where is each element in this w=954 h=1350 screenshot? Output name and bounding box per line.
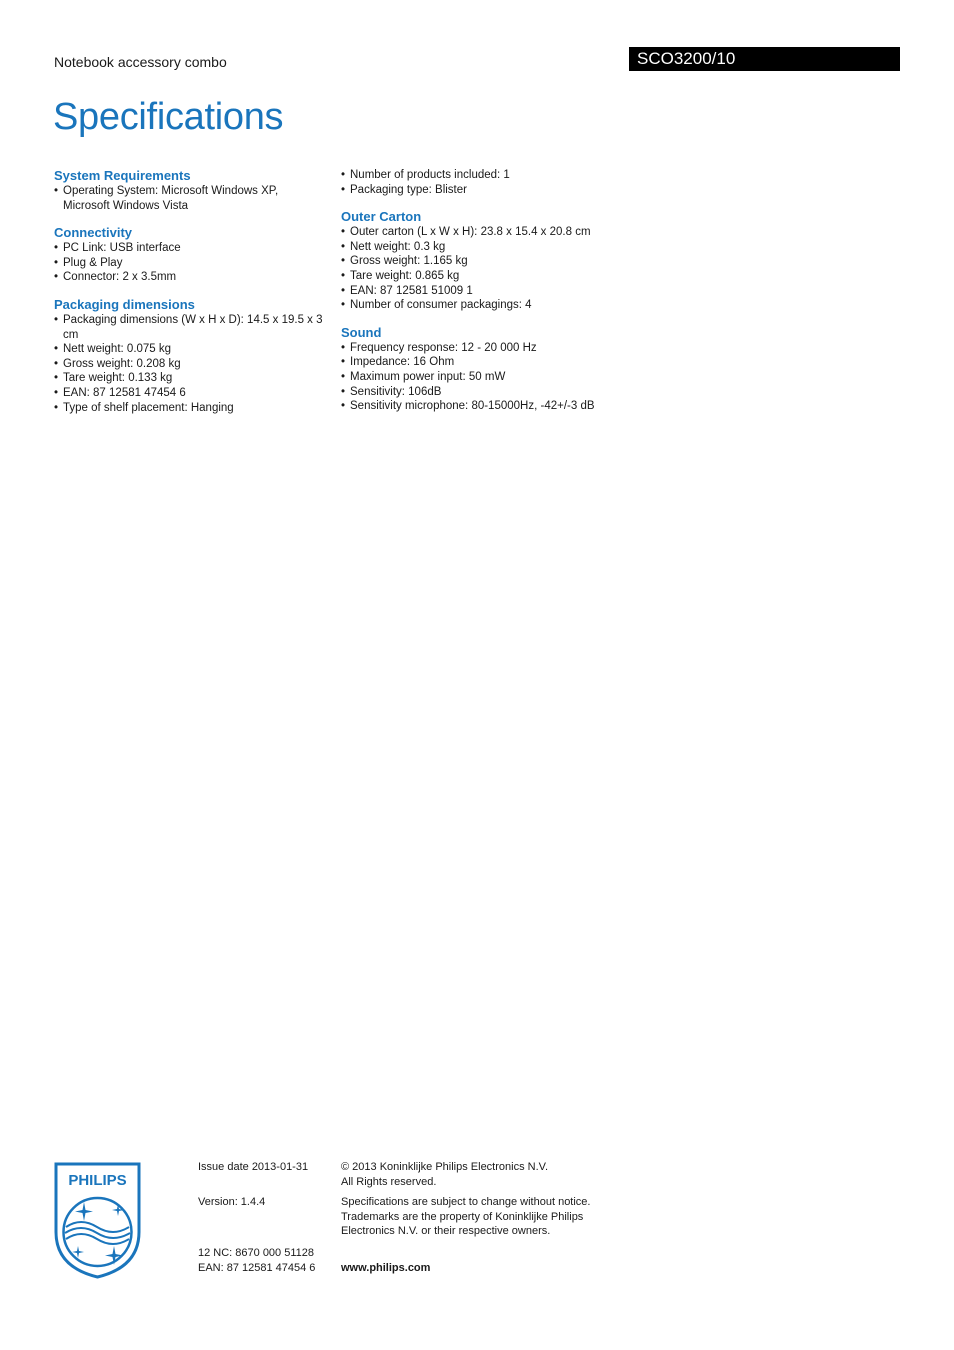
spec-notice: Specifications are subject to change without notice. Trademarks are the property of Koninklijke Philips Electronics N.V. or their respective owners.: [341, 1196, 591, 1237]
section-system-requirements: [54, 168, 324, 213]
spec-item: • PC Link: USB interface: [54, 241, 324, 256]
section-packaging-dimensions: [54, 297, 324, 415]
section-heading: Outer Carton: [341, 209, 422, 225]
spec-item: • Maximum power input: 50 mW: [341, 370, 641, 385]
section-packaging-continued: [341, 168, 641, 197]
spec-item: • Packaging type: Blister: [341, 183, 641, 198]
specs-left-column: [54, 168, 324, 427]
section-heading: Connectivity: [54, 225, 133, 241]
spec-item: • Nett weight: 0.3 kg: [341, 240, 641, 255]
section-sound: [341, 325, 641, 414]
product-name: Notebook accessory combo: [54, 54, 227, 70]
version: Version: 1.4.4: [198, 1196, 266, 1208]
copyright: [341, 1160, 548, 1189]
section-heading: Sound: [341, 324, 382, 340]
rights-line: All Rights reserved.: [341, 1175, 437, 1188]
section-heading: Packaging dimensions: [54, 296, 195, 312]
spec-item: • Operating System: Microsoft Windows XP, Microsoft Windows Vista: [54, 184, 324, 213]
ean-number: EAN: 87 12581 47454 6: [198, 1261, 316, 1274]
spec-item: • Frequency response: 12 - 20 000 Hz: [341, 341, 641, 356]
issue-date: Issue date 2013-01-31: [198, 1161, 309, 1173]
spec-item: • EAN: 87 12581 47454 6: [54, 386, 324, 401]
nc-ean-block: [198, 1246, 315, 1275]
section-connectivity: [54, 225, 324, 285]
spec-item: • Number of consumer packagings: 4: [341, 298, 641, 313]
spec-item: • Plug & Play: [54, 256, 324, 271]
spec-item: • Tare weight: 0.865 kg: [341, 269, 641, 284]
copyright-line: © 2013 Koninklijke Philips Electronics N.V.: [341, 1161, 549, 1173]
logo-wordmark: PHILIPS: [68, 1172, 127, 1189]
page-title: Specifications: [53, 96, 284, 138]
specs-right-column: [341, 168, 641, 426]
nc-number: 12 NC: 8670 000 51128: [198, 1247, 314, 1259]
philips-shield-logo-icon: [54, 1162, 141, 1279]
spec-item: • Impedance: 16 Ohm: [341, 355, 641, 370]
spec-item: • Tare weight: 0.133 kg: [54, 371, 324, 386]
spec-item: • Gross weight: 1.165 kg: [341, 254, 641, 269]
spec-item: • Sensitivity microphone: 80-15000Hz, -42+/-3 dB: [341, 399, 641, 414]
spec-item: • Nett weight: 0.075 kg: [54, 342, 324, 357]
spec-item: • Type of shelf placement: Hanging: [54, 401, 324, 416]
spec-item: • Connector: 2 x 3.5mm: [54, 270, 324, 285]
section-outer-carton: [341, 209, 641, 313]
spec-item: • Packaging dimensions (W x H x D): 14.5 x 19.5 x 3 cm: [54, 313, 324, 342]
spec-item: • EAN: 87 12581 51009 1: [341, 284, 641, 299]
spec-item: • Outer carton (L x W x H): 23.8 x 15.4 x 20.8 cm: [341, 225, 641, 240]
model-number-bar: SCO3200/10: [629, 47, 900, 71]
website-link[interactable]: www.philips.com: [341, 1262, 431, 1274]
spec-item: • Gross weight: 0.208 kg: [54, 357, 324, 372]
spec-item: • Number of products included: 1: [341, 168, 641, 183]
spec-item: • Sensitivity: 106dB: [341, 385, 641, 400]
section-heading: System Requirements: [54, 168, 191, 183]
